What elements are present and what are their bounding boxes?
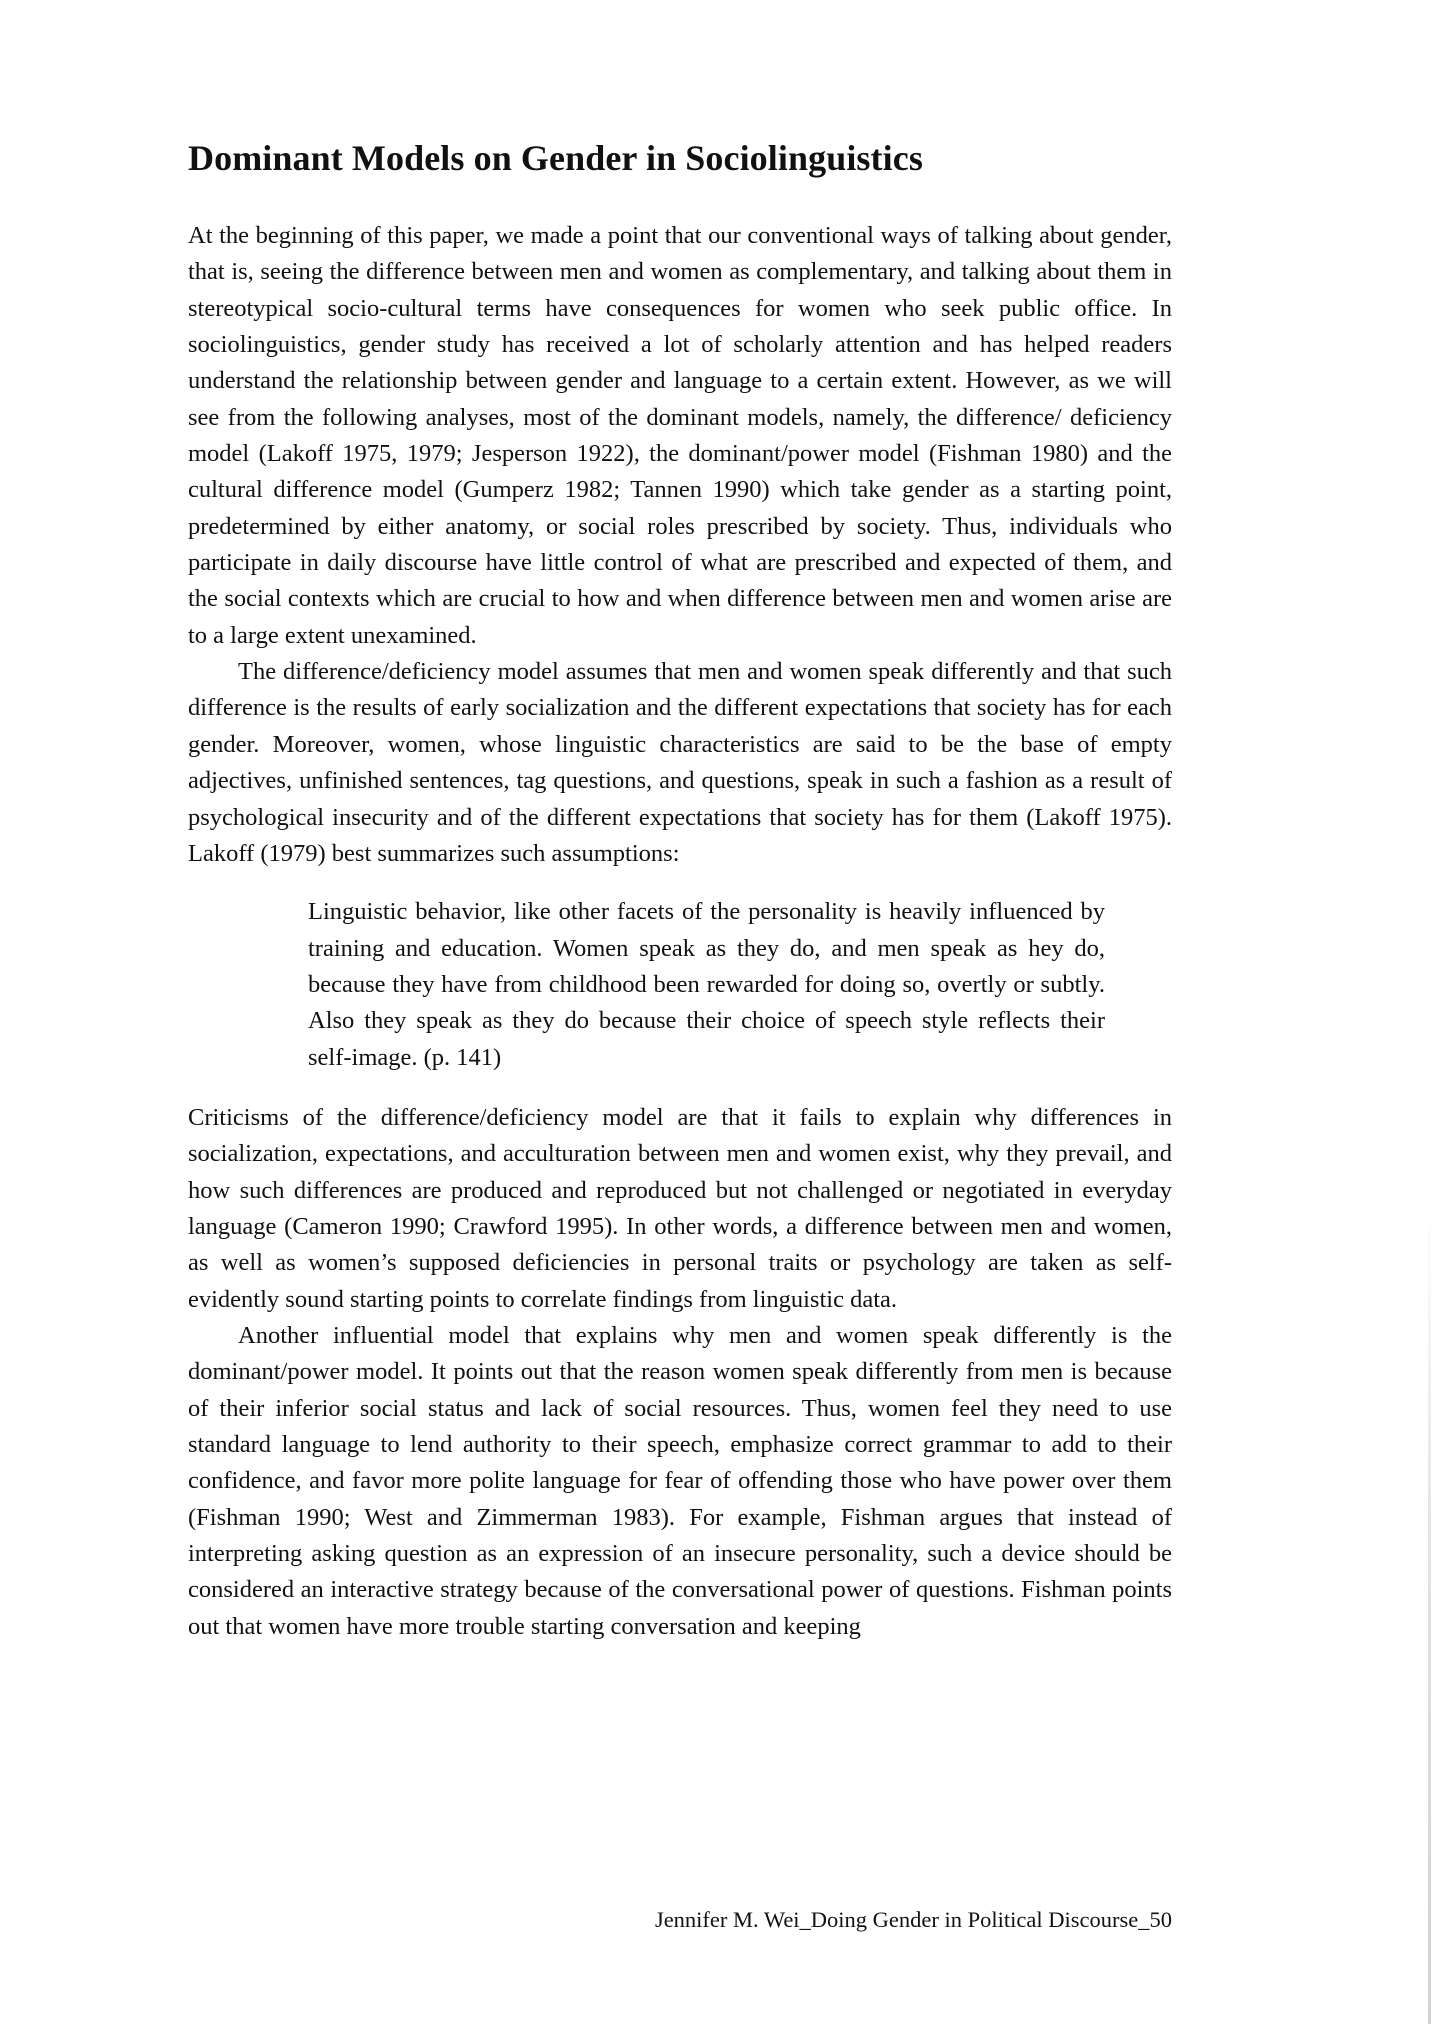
block-quote: Linguistic behavior, like other facets of the personality is heavily influenced by training and education. Women speak as they do, and men speak as hey do, because they have from childhood been rewarded for doing so, overtly or subtly. Also they speak as they do because their choice of speech style reflects their self-image. (p. 141)	[308, 898, 1105, 1071]
body-text	[188, 218, 1172, 1645]
paragraph: At the beginning of this paper, we made a point that our conventional ways of talking about gender, that is, seeing the difference between men and women as complementary, and talking about them in stereotypical socio-cultural terms have consequences for women who seek public office. In sociolinguistics, gender study has received a lot of scholarly attention and has helped readers understand the relationship between gender and language to a certain extent. However, as we will see from the following analyses, most of the dominant models, namely, the difference/ deficiency model (Lakoff 1975, 1979; Jesperson 1922), the dominant/power model (Fishman 1980) and the cultural difference model (Gumperz 1982; Tannen 1990) which take gender as a starting point, predetermined by either anatomy, or social roles prescribed by society. Thus, individuals who participate in daily discourse have little control of what are prescribed and expected of them, and the social contexts which are crucial to how and when difference between men and women arise are to a large extent unexamined.	[188, 222, 1172, 649]
paragraph: The difference/deficiency model assumes that men and women speak differently and that such difference is the results of early socialization and the different expectations that society has for each gender. Moreover, women, whose linguistic characteristics are said to be the base of empty adjectives, unfinished sentences, tag questions, and questions, speak in such a fashion as a result of psychological insecurity and of the different expectations that society has for them (Lakoff 1975). Lakoff (1979) best summarizes such assumptions:	[188, 658, 1172, 867]
paragraph: Another influential model that explains why men and women speak differently is the dominant/power model. It points out that the reason women speak differently from men is because of their inferior social status and lack of social resources. Thus, women feel they need to use standard language to lend authority to their speech, emphasize correct grammar to add to their confidence, and favor more polite language for fear of offending those who have power over them (Fishman 1990; West and Zimmerman 1983). For example, Fishman argues that instead of interpreting asking question as an expression of an insecure personality, such a device should be considered an interactive strategy because of the conversational power of questions. Fishman points out that women have more trouble starting conversation and keeping	[188, 1321, 1172, 1640]
section-title: Dominant Models on Gender in Sociolinguistics	[188, 138, 923, 178]
page-footer: Jennifer M. Wei_Doing Gender in Political Discourse_50	[654, 1907, 1172, 1932]
scan-edge-shadow	[1428, 1200, 1431, 2024]
paragraph: Criticisms of the difference/deficiency model are that it fails to explain why differences in socialization, expectations, and acculturation between men and women exist, why they prevail, and how such differences are produced and reproduced but not challenged or negotiated in everyday language (Cameron 1990; Crawford 1995). In other words, a difference between men and women, as well as women’s supposed deficiencies in personal traits or psychology are taken as self-evidently sound starting points to correlate findings from linguistic data.	[188, 1103, 1172, 1313]
